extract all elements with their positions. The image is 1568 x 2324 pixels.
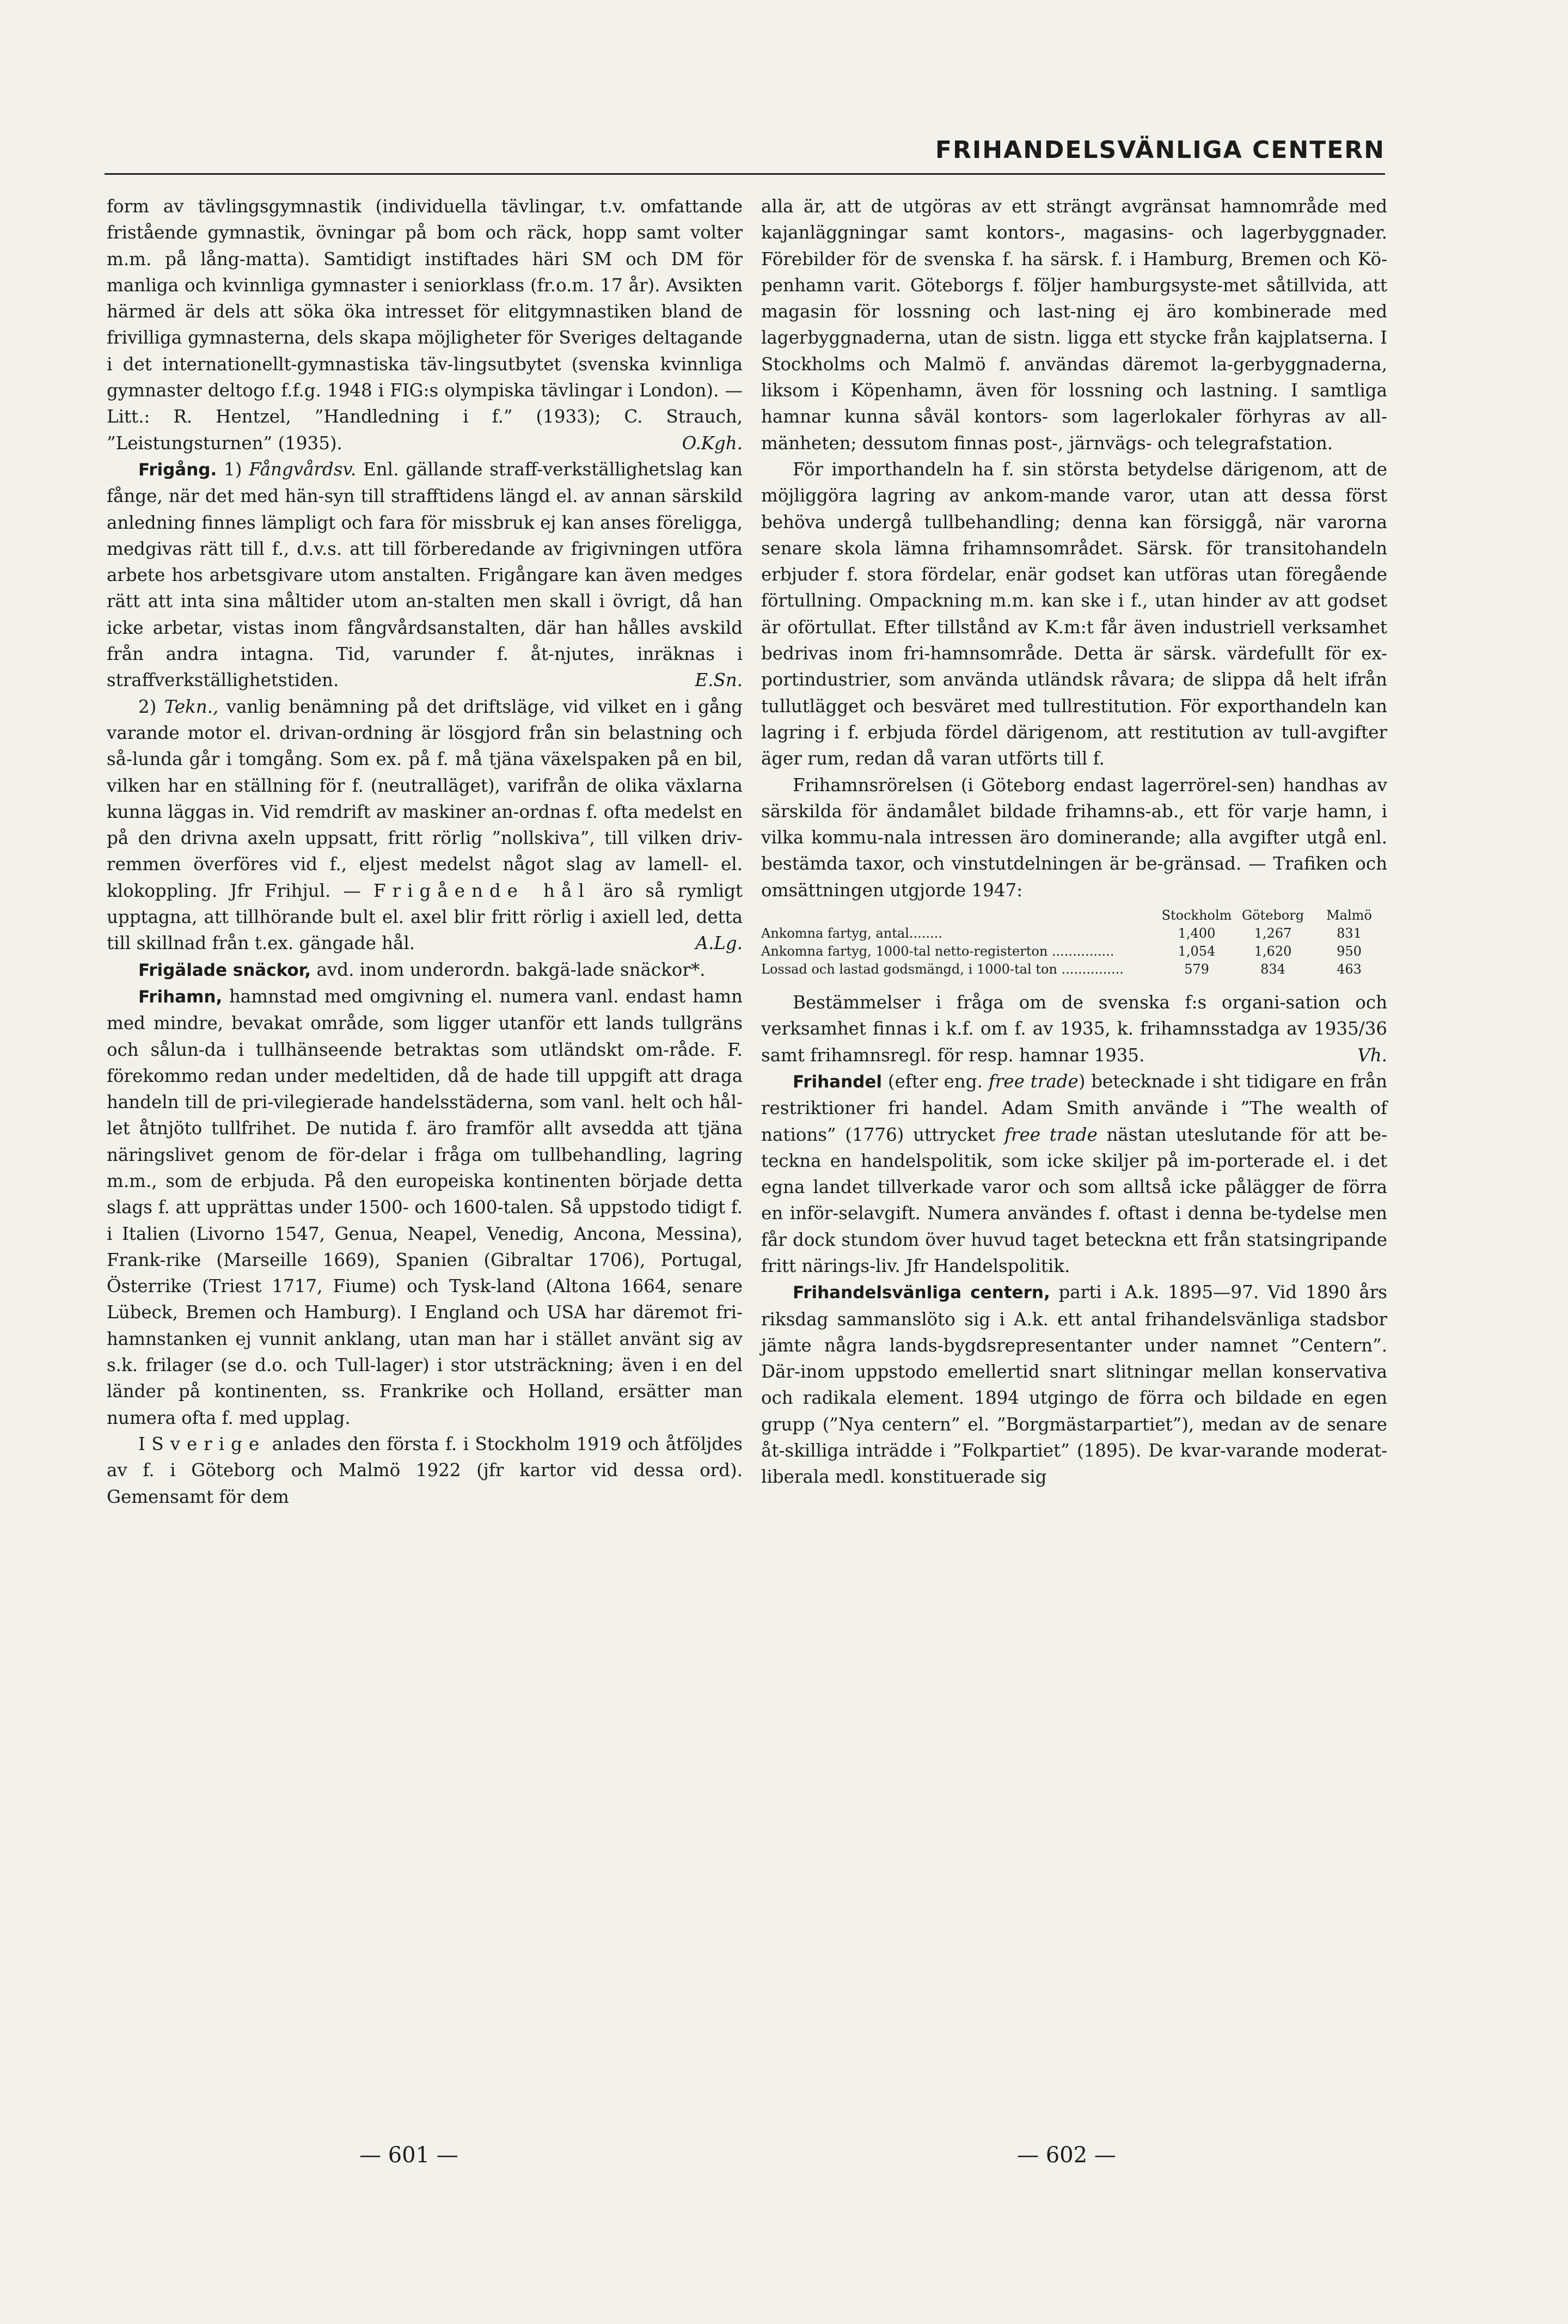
sense-number-2: 2) <box>138 696 157 717</box>
table-header-stockholm: Stockholm <box>1161 908 1232 924</box>
table-cell: 1,054 <box>1178 944 1216 959</box>
paragraph-bestammelser <box>761 989 1387 1068</box>
paragraph-importhandeln: För importhandeln ha f. sin största betydelse därigenom, att de möjliggöra lagring av ankom-mande varor, utan att dessa först behöva undergå tullbehandling; denna kan försiggå, när varorna senare skola lämna frihamnsområdet. Särsk. för transitohandeln erbjuder f. stora fördelar, enär godset kan utföras utan föregående förtullning. Ompackning m.m. kan ske i f., utan hinder av att godset är oförtullat. Efter tillstånd av K.m:t får även industriell verksamhet bedrivas inom fri-hamnsområde. Detta är särsk. värdefullt för ex-portindustrier, som använda utländsk råvara; de slippa då helt ifrån tullutlägget och besväret med tullrestitution. För exporthandeln kan lagring i f. erbjuda fördel därigenom, att restitution av tull-avgifter äger rum, redan då varan utförts till f. <box>761 458 1387 769</box>
paragraph-sverige <box>107 1431 743 1510</box>
gymnastik-text: form av tävlingsgymnastik (individuella tävlingar, t.v. omfattande fristående gymnastik, övningar på bom och räck, hopp samt volter m.m. på lång-matta). Samtidigt instiftades häri SM och DM för manliga och kvinnliga gymnaster i seniorklass (fr.o.m. 17 år). Avsikten härmed är dels att söka öka intresset för elitgymnastiken bland de frivilliga gymnasterna, dels skapa möjligheter för Sveriges deltagande i det internationellt-gymnastiska täv-lingsutbytet (svenska kvinnliga gymnaster deltogo f.f.g. 1948 i FIG:s olympiska tävlingar i London). — Litt.: R. Hentzel, ”Handledning i f.” (1933); C. Strauch, ”Leistungsturnen” (1935). <box>107 196 743 454</box>
header-rule <box>105 173 1385 175</box>
frihandel-text: ) betecknade i sht tidigare en från restriktioner fri handel. Adam Smith använde i ”The wealth of nations” (1776) uttrycket <box>761 1071 1387 1145</box>
table-cell: 463 <box>1337 962 1362 977</box>
headword-frihamn: Frihamn, <box>138 987 223 1007</box>
frihandel-text-cont: nästan uteslutande för att be-teckna en handelspolitik, som icke skiljer på im-porterade el. i det egna landet tillverkade varor och som alltså icke pålägger de förra en inför-selavgift. Numera användes f. oftast i denna be-tydelse men får dock stundom över huvud taget beteckna ett från statsingripande fritt närings-liv. Jfr Handelspolitik. <box>761 1124 1388 1276</box>
signature-vh: Vh. <box>1357 1044 1387 1066</box>
table-cell: 1,267 <box>1254 926 1292 941</box>
entry-frihamn <box>107 983 743 1431</box>
table-row <box>761 961 1387 978</box>
headword-frigang: Frigång. <box>138 460 217 480</box>
spaced-term-sverige: Sverige <box>151 1433 266 1454</box>
frihandel-etymology-prefix: (efter eng. <box>887 1071 983 1092</box>
table-header-goteborg: Göteborg <box>1241 908 1304 924</box>
frigang-sense-1-text: Enl. gällande straff-verkställighetslag kan fånge, när det med hän-syn till strafftidens längd el. av annan särskild anledning finnes lämpligt och fara för missbruk ej kan anses föreligga, medgivas rätt till f., d.v.s. att till förberedande av frigivningen utföra arbete hos arbetsgivare utom anstalten. Frigångare kan även medges rätt att inta sina måltider utom an-stalten men skall i övrigt, då han icke arbetar, vistas inom fångvårdsanstalten, där han hålles avskild från andra intagna. Tid, varunder f. åt-njutes, inräknas i straffverkställighetstiden. <box>107 458 743 691</box>
table-cell: 579 <box>1184 962 1209 977</box>
table-header-malmo: Malmö <box>1326 908 1372 924</box>
table-header-row <box>761 907 1387 925</box>
frihamn-text: hamnstad med omgivning el. numera vanl. endast hamn med mindre, bevakat område, som ligger utanför ett lands tullgräns och sålun-da i tullhänseende betraktas som utländskt om-råde. F. förekommo redan under medeltiden, då de hade till uppgift att draga handeln till de pri-vilegierade handelsstäderna, som vanl. helt och hål-let åtnjöto tullfrihet. De nutida f. äro framför allt avsedda att tjäna näringslivet genom de för-delar i fråga om tullbehandling, lagring m.m., som de erbjuda. På den europeiska kontinenten började detta slags f. att upprättas under 1500- och 1600-talen. Så uppstodo tidigt f. i Italien (Livorno 1547, Genua, Neapel, Venedig, Ancona, Messina), Frank-rike (Marseille 1669), Spanien (Gibraltar 1706), Portugal, Österrike (Triest 1717, Fiume) och Tysk-land (Altona 1664, senare Lübeck, Bremen och Hamburg). I England och USA har däremot fri-hamnstanken ej vunnit anklang, utan man har i stället använt sig av s.k. frilager (se d.o. och Tull-lager) i stor utsträckning; även i en del länder på kontinenten, ss. Frankrike och Holland, ersätter man numera ofta f. med upplag. <box>107 986 743 1428</box>
table-row-label: Ankomna fartyg, antal........ <box>761 926 942 941</box>
headword-frigalade-snackor: Frigälade snäckor, <box>138 960 311 980</box>
table-row-label: Lossad och lastad godsmängd, i 1000-tal ton ............... <box>761 962 1124 977</box>
page-number-right: — 602 — <box>1017 2143 1116 2168</box>
frigang-sense-2-text: vanlig benämning på det driftsläge, vid vilket en i gång varande motor el. drivan-ordning är lösgjord från sin belastning och så-lunda går i tomgång. Som ex. på f. må tjäna växelspaken på en bil, vilken har en ställning för f. (neutralläget), varifrån de olika växlarna kunna läggas in. Vid remdrift av maskiner an-ordnas f. ofta medelst en på den drivna axeln uppsatt, fritt rörlig ”nollskiva”, till vilken driv-remmen överföres vid f., eljest medelst något slag av lamell- el. klokoppling. Jfr Frihjul. — <box>107 696 743 901</box>
sverige-prefix: I <box>138 1433 145 1454</box>
field-label-fangvard: Fångvårdsv. <box>249 458 357 480</box>
sverige-text: anlades den första f. i Stockholm 1919 och åtföljdes av f. i Göteborg och Malmö 1922 (jfr kartor vid dessa ord). Gemensamt för dem <box>107 1433 743 1507</box>
signature-esn: E.Sn. <box>695 670 743 691</box>
snackor-text: avd. inom underordn. bakgä-lade snäckor*. <box>316 959 706 980</box>
paragraph-frihamn-cont: alla är, att de utgöras av ett strängt avgränsat hamnområde med kajanläggningar samt kontors-, magasins- och lagerbyggnader. Förebilder för de svenska f. ha särsk. f. i Hamburg, Bremen och Kö-penhamn varit. Göteborgs f. följer hamburgsyste-met såtillvida, att magasin för lossning och last-ning ej äro kombinerade med lagerbyggnaderna, utan de sistn. ligga ett stycke från kajplatserna. I Stockholms och Malmö f. användas däremot la-gerbyggnaderna, liksom i Köpenhamn, även för lossning och lastning. I samtliga hamnar kunna såväl kontors- som lagerlokaler förhyras av all-mänheten; dessutom finnas post-, järnvägs- och telegrafstation. <box>761 196 1387 454</box>
traffic-table <box>761 907 1387 978</box>
field-label-tekn: Tekn., <box>164 696 219 717</box>
table-row <box>761 925 1387 943</box>
table-row-label: Ankomna fartyg, 1000-tal netto-registerton ............... <box>761 944 1114 959</box>
term-free-trade-2: free trade <box>1004 1124 1098 1145</box>
table-row <box>761 943 1387 961</box>
left-column <box>107 193 743 1510</box>
spaced-term-frigaende-hal: Frigående hål <box>373 880 591 901</box>
paragraph-frihamnsrorelsen: Frihamnsrörelsen (i Göteborg endast lagerrörel-sen) handhas av särskilda för ändamålet bildade frihamns-ab., ett för varje hamn, i vilka kommu-nala intressen äro dominerande; alla avgifter utgå enl. bestämda taxor, och vinstutdelningen är be-gränsad. — Trafiken och omsättningen utgjorde 1947: <box>761 774 1387 901</box>
right-column <box>761 193 1387 1490</box>
table-cell: 950 <box>1337 944 1362 959</box>
term-free-trade: free trade <box>988 1071 1079 1092</box>
signature-okgh: O.Kgh. <box>682 432 743 454</box>
table-cell: 831 <box>1337 926 1362 941</box>
table-header-blank <box>761 907 1159 925</box>
headword-frihandel: Frihandel <box>793 1072 883 1092</box>
running-head: FRIHANDELSVÄNLIGA CENTERN <box>935 136 1385 164</box>
table-cell: 1,400 <box>1178 926 1216 941</box>
table-cell: 834 <box>1260 962 1285 977</box>
frigang-sense-2-text-cont: äro så rymligt upptagna, att tillhörande bult el. axel blir fritt rörlig i axiell led, detta till skillnad från t.ex. gängade hål. <box>107 880 743 954</box>
sense-number-1: 1) <box>224 458 242 480</box>
paragraph-gymnastik-cont <box>107 193 743 456</box>
entry-frigang <box>107 456 743 694</box>
page-number-left: — 601 — <box>359 2143 458 2168</box>
entry-frigang-sense-2 <box>107 694 743 957</box>
entry-frihandelsvanliga-centern <box>761 1279 1387 1490</box>
entry-frigalade-snackor <box>107 957 743 983</box>
signature-alg: A.Lg. <box>695 933 743 954</box>
centern-text: parti i A.k. 1895—97. Vid 1890 års riksdag sammanslöto sig i A.k. ett antal frihandelsvänliga stadsbor jämte några lands-bygdsrepresentanter under namnet ”Centern”. Där-inom uppstodo emellertid snart slitningar mellan konservativa och radikala element. 1894 utgingo de förra och bildade en egen grupp (”Nya centern” el. ”Borgmästarpartiet”), medan av de senare åt-skilliga inträdde i ”Folkpartiet” (1895). De kvar-varande moderat-liberala medl. konstituerade sig <box>761 1282 1387 1488</box>
bestammelser-text: Bestämmelser i fråga om de svenska f:s organi-sation och verksamhet finnas i k.f. om f. av 1935, k. frihamnsstadga av 1935/36 samt frihamnsregl. för resp. hamnar 1935. <box>761 992 1387 1066</box>
entry-frihandel <box>761 1068 1387 1279</box>
table-cell: 1,620 <box>1254 944 1292 959</box>
headword-centern: Frihandelsvänliga centern, <box>793 1283 1050 1303</box>
